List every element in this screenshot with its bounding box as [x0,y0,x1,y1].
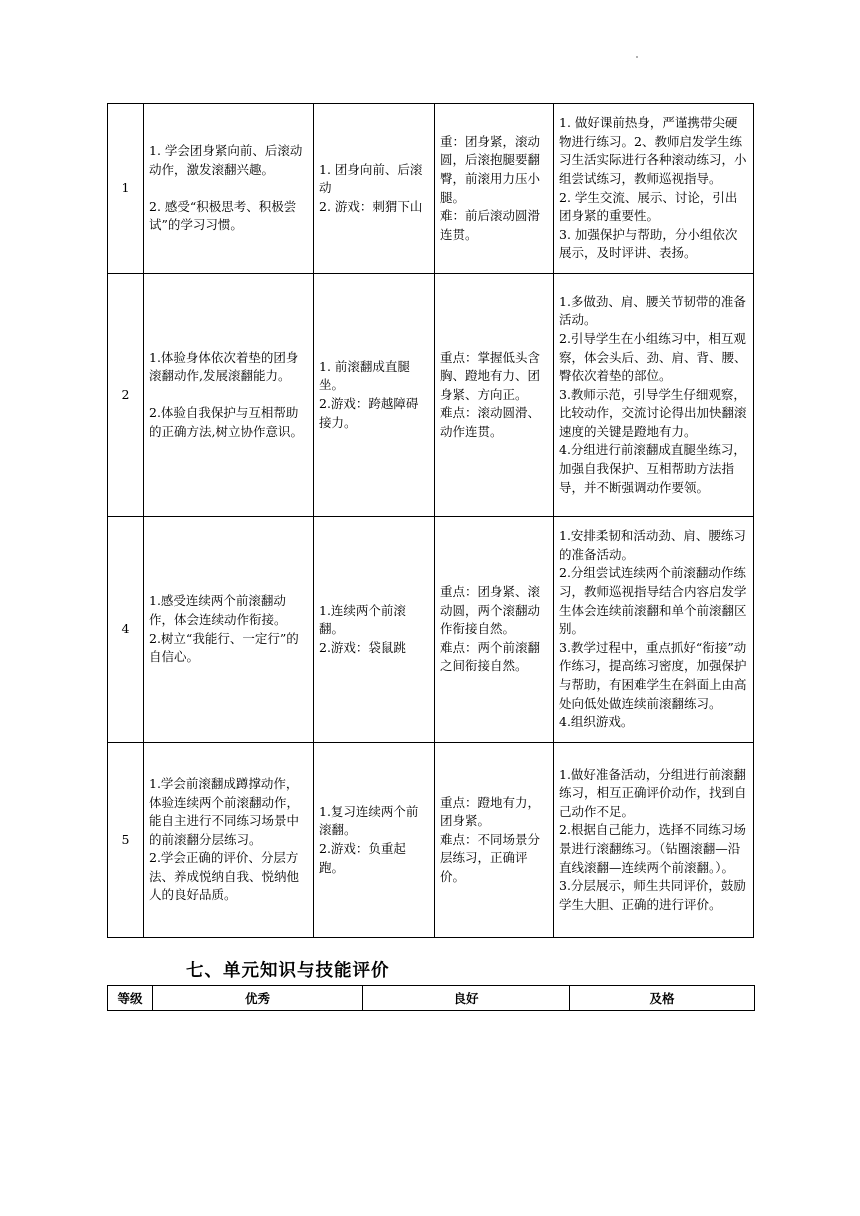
header-excellent: 优秀 [153,986,363,1011]
method-text: 2.分组尝试连续两个前滚翻动作练习，教师巡视指导结合内容启发学生体会连续前滚翻和单个前滚翻区别。 [559,565,747,637]
key-difficult-points [435,743,554,938]
keypoint-text: 重点：蹬地有力，团身紧。 [440,794,541,829]
content-text: 1.连续两个前滚翻。 [319,602,406,637]
goal-text: 1.感受连续两个前滚翻动作，体会连续动作衔接。 [149,593,287,627]
learning-goals [144,104,314,274]
method-text: 1.多做劲、肩、腰关节韧带的准备活动。 [559,293,746,328]
content-text: 1. 团身向前、后滚动 [319,161,423,196]
method-text: 2.根据自己能力，选择不同练习场景进行滚翻练习。（钻圈滚翻—沿直线滚翻—连续两个前滚翻。）。 [559,822,746,875]
learning-goals [144,517,314,743]
teaching-content [314,104,435,274]
keypoint-text: 难：前后滚动圆滑连贯。 [440,208,541,242]
table-row [108,274,754,517]
evaluation-table [107,985,755,1011]
lesson-number: 1 [108,104,144,274]
keypoint-text: 重：团身紧，滚动圆，后滚抱腿要翻臀，前滚用力压小腿。 [440,133,541,205]
content-text: 2.游戏：袋鼠跳 [319,639,406,655]
method-text: 1.做好准备活动，分组进行前滚翻练习，相互正确评价动作，找到自己动作不足。 [559,766,747,819]
method-text: 4.组织游戏。 [559,714,634,730]
method-text: 3.教学过程中，重点抓好“衔接”动作练习，提高练习密度，加强保护与帮助，有困难学生在斜面上由高处向低处做连续前滚翻练习。 [559,639,747,711]
teaching-content [314,517,435,743]
goal-text: 1. 学会团身紧向前、后滚动动作，激发滚翻兴趣。 [149,143,303,177]
section-title: 七、单元知识与技能评价 [186,961,390,981]
key-difficult-points [435,274,554,517]
method-text: 1. 做好课前热身，严谨携带尖硬物进行练习。2、教师启发学生练习生活实际进行各种滚动练习，小组尝试练习，教师巡视指导。 [559,115,747,186]
key-difficult-points [435,104,554,274]
goal-text: 2.学会正确的评价、分层方法、养成悦纳自我、悦纳他人的良好品质。 [149,850,300,903]
content-text: 2.游戏：负重起跑。 [319,841,406,875]
goal-text: 2.树立“我能行、一定行”的自信心。 [149,630,299,665]
teaching-methods [554,517,754,743]
method-text: 3.分层展示，师生共同评价，鼓励学生大胆、正确的进行评价。 [559,878,746,912]
lesson-number: 5 [108,743,144,938]
goal-text: 1.体验身体依次着垫的团身滚翻动作,发展滚翻能力。 [149,349,299,384]
goal-text: 2.体验自我保护与互相帮助的正确方法,树立协作意识。 [149,405,303,439]
teaching-content [314,274,435,517]
teaching-content [314,743,435,938]
keypoint-text: 难点：滚动圆滑、动作连贯。 [440,405,541,439]
keypoint-text: 难点：两个前滚翻之间衔接自然。 [440,639,541,674]
header-pass: 及格 [570,986,755,1011]
method-text: 2.引导学生在小组练习中，相互观察，体会头后、劲、肩、背、腰、臀依次着垫的部位。 [559,330,747,384]
table-row [108,743,754,938]
teaching-methods [554,274,754,517]
method-text: 3. 加强保护与帮助，分小组依次展示，及时评讲、表扬。 [559,226,738,261]
lesson-plan-table [107,103,754,938]
key-difficult-points [435,517,554,743]
header-good: 良好 [363,986,570,1011]
method-text: 2. 学生交流、展示、讨论，引出团身紧的重要性。 [559,189,738,224]
learning-goals [144,274,314,517]
table-header-row [108,986,755,1011]
content-text: 1.复习连续两个前滚翻。 [319,803,419,838]
method-text: 3.教师示范，引导学生仔细观察，比较动作，交流讨论得出加快翻滚速度的关键是蹬地有力。 [559,386,747,439]
keypoint-text: 重点：掌握低头含胸、蹬地有力、团身紧、方向正。 [440,349,541,402]
keypoint-text: 重点：团身紧、滚动圆，两个滚翻动作衔接自然。 [440,584,541,637]
scan-dot [636,56,638,58]
content-text: 1. 前滚翻成直腿坐。 [319,358,410,393]
header-grade: 等级 [108,986,153,1011]
teaching-methods [554,104,754,274]
table-row [108,104,754,274]
lesson-number: 2 [108,274,144,517]
method-text: 1.安排柔韧和活动劲、肩、腰练习的准备活动。 [559,528,746,562]
content-text: 2. 游戏：刺猬下山 [319,198,423,214]
teaching-methods [554,743,754,938]
method-text: 4.分组进行前滚翻成直腿坐练习，加强自我保护、互相帮助方法指导，并不断强调动作要领。 [559,442,746,495]
goal-text: 2. 感受“积极思考、积极尝试”的学习习惯。 [149,198,297,233]
lesson-number: 4 [108,517,144,743]
goal-text: 1.学会前滚翻成蹲撑动作，体验连续两个前滚翻动作，能自主进行不同练习场景中的前滚翻分层练习。 [149,775,300,847]
learning-goals [144,743,314,938]
table-row [108,517,754,743]
keypoint-text: 难点：不同场景分层练习，正确评价。 [440,831,541,884]
content-text: 2.游戏：跨越障碍接力。 [319,396,419,430]
